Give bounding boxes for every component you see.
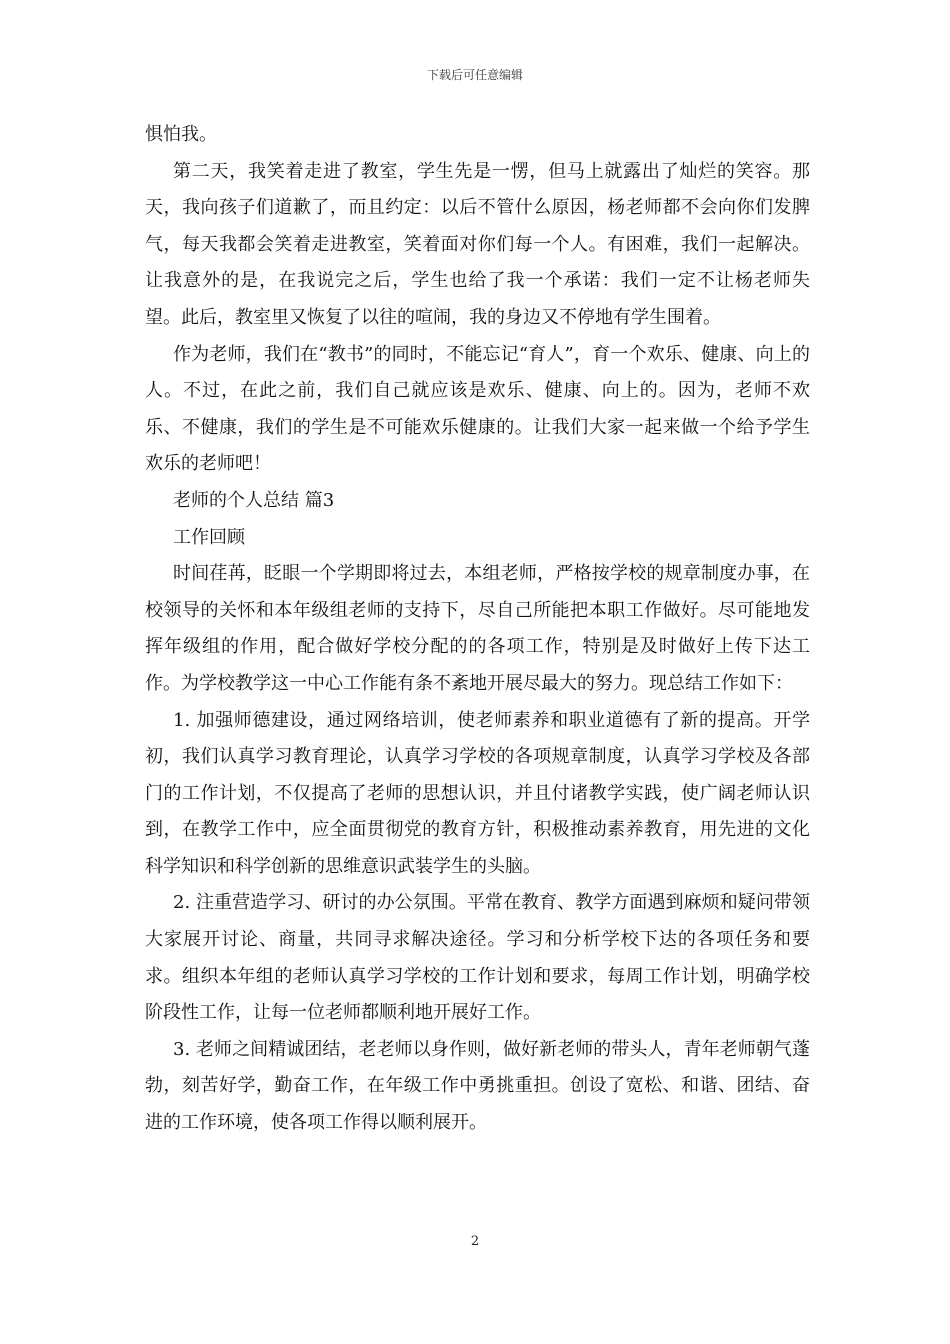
paragraph-3: 作为老师，我们在“教书”的同时，不能忘记“育人”，育一个欢乐、健康、向上的人。不过，在此之前，我们自己就应该是欢乐、健康、向上的。因为，老师不欢乐、不健康，我们的学生是不可能欢乐健康的。让我们大家一起来做一个给予学生欢乐的老师吧！ [145,343,810,475]
section-heading: 老师的个人总结 篇3 [173,489,335,511]
list-item-1: 1. 加强师德建设，通过网络培训，使老师素养和职业道德有了新的提高。开学初，我们认真学习教育理论，认真学习学校的各项规章制度，认真学习学校及各部门的工作计划，不仅提高了老师的思想认识，并且付诸教学实践，使广阔老师认识到，在教学工作中，应全面贯彻党的教育方针，积极推动素养教育，用先进的文化科学知识和科学创新的思维意识武装学生的头脑。 [145,709,810,877]
paragraph-2: 第二天，我笑着走进了教室，学生先是一愣，但马上就露出了灿烂的笑容。那天，我向孩子们道歉了，而且约定：以后不管什么原因，杨老师都不会向你们发脾气，每天我都会笑着走进教室，笑着面对你们每一个人。有困难，我们一起解决。让我意外的是，在我说完之后，学生也给了我一个承诺：我们一定不让杨老师失望。此后，教室里又恢复了以往的喧闹，我的身边又不停地有学生围着。 [145,160,810,328]
subsection-heading: 工作回顾 [173,526,245,548]
page-number: 2 [470,1234,480,1249]
list-item-3: 3. 老师之间精诚团结，老老师以身作则，做好新老师的带头人，青年老师朝气蓬勃，刻苦好学，勤奋工作，在年级工作中勇挑重担。创设了宽松、和谐、团结、奋进的工作环境，使各项工作得以顺利展开。 [145,1038,810,1134]
paragraph-4: 时间荏苒，眨眼一个学期即将过去，本组老师，严格按学校的规章制度办事，在校领导的关怀和本年级组老师的支持下，尽自己所能把本职工作做好。尽可能地发挥年级组的作用，配合做好学校分配的的各项工作，特别是及时做好上传下达工作。为学校教学这一中心工作能有条不紊地开展尽最大的努力。现总结工作如下： [145,563,810,694]
document-body [145,117,810,1142]
paragraph-1: 惧怕我。 [145,124,217,145]
list-item-2: 2. 注重营造学习、研讨的办公氛围。平常在教育、教学方面遇到麻烦和疑问带领大家展开讨论、商量，共同寻求解决途径。学习和分析学校下达的各项任务和要求。组织本年组的老师认真学习学校的工作计划和要求，每周工作计划，明确学校阶段性工作，让每一位老师都顺利地开展好工作。 [145,892,810,1024]
page-header: 下载后可任意编辑 [426,68,523,82]
